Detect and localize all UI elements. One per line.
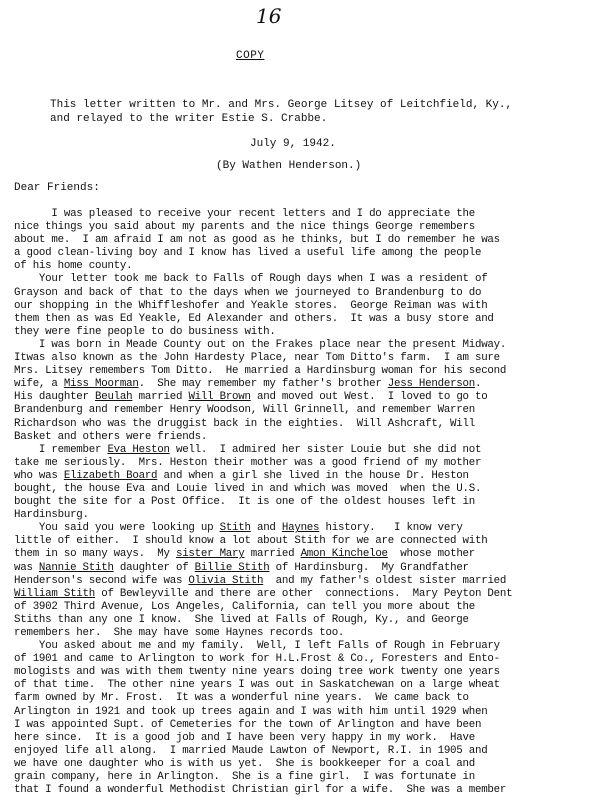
body-line: I was born in Meade County out on the Frakes place near the present Midway. <box>14 338 507 351</box>
body-line: bought the site for a Post Office. It is one of the oldest houses left in <box>14 496 475 509</box>
text-run: who was <box>14 469 64 482</box>
body-line: I was pleased to receive your recent letters and I do appreciate the <box>14 208 475 220</box>
text-run: and my father's oldest sister married <box>263 574 507 587</box>
underlined-name: Stith <box>219 522 251 535</box>
body-line <box>14 378 610 391</box>
body-line: farm owned by Mr. Frost. It was a wonderful nine years. We came back to <box>14 692 469 705</box>
body-line <box>14 575 610 588</box>
text-run: them in so many ways. My <box>14 548 176 561</box>
body-line: mologists and was with them twenty nine years doing tree work twenty one years <box>14 666 500 679</box>
letter-date: July 9, 1942. <box>250 138 336 150</box>
text-run: was <box>14 561 39 574</box>
text-run: of Bewleyville and there are other connections. Mary Peyton Dent <box>94 587 513 600</box>
text-run: . <box>475 378 482 391</box>
salutation: Dear Friends: <box>14 182 100 194</box>
body-line: nice things you said about my parents and the nice things George remembers <box>14 221 475 234</box>
underlined-name: Elizabeth Board <box>63 469 158 482</box>
body-line: that I found a wonderful Methodist Christian girl for a wife. She was a member <box>14 784 507 797</box>
body-line: about me. I am afraid I am not as good as he thinks, but I do remember he was <box>14 234 500 247</box>
body-line: here since. It is a good job and I have been very happy in my work. Have <box>14 731 475 744</box>
body-line: they were fine people to do business with. <box>14 325 276 338</box>
underlined-name: Nannie Stith <box>38 561 114 574</box>
body-line: we have one daughter who is with us yet. She is bookkeeper for a coal and <box>14 757 475 770</box>
body-line: Mrs. Litsey remembers Tom Ditto. He married a Hardinsburg woman for his second <box>14 365 507 378</box>
underlined-name: Beulah <box>94 391 133 404</box>
copy-label: COPY <box>236 50 265 62</box>
body-line: them then as was Ed Yeakle, Ed Alexander and others. It was a busy store and <box>14 312 494 325</box>
underlined-name: Haynes <box>281 522 320 535</box>
body-line <box>14 522 610 535</box>
body-line: grain company, here in Arlington. She is a fine girl. I was fortunate in <box>14 771 475 784</box>
text-run: and <box>250 522 282 535</box>
body-line: Basket and others were friends. <box>14 430 208 443</box>
body-line: enjoyed life all along. I married Maude Lawton of Newport, R.I. in 1905 and <box>14 744 488 757</box>
body-line: of his home county. <box>14 260 133 273</box>
underlined-name: Olivia Stith <box>188 574 264 587</box>
body-line: I was appointed Supt. of Cemeteries for the town of Arlington and have been <box>14 718 482 731</box>
body-line: Brandenburg and remember Henry Woodson, Will Grinnell, and remember Warren <box>14 404 475 417</box>
intro-line: This letter written to Mr. and Mrs. George Litsey of Leitchfield, Ky., <box>50 99 513 111</box>
text-run: whose mother <box>387 548 476 561</box>
underlined-name: sister Mary <box>175 548 245 561</box>
body-line: Richardson who was the druggist back in the eighties. Will Ashcraft, Will <box>14 417 475 430</box>
body-line: of that time. The other nine years I was out in Saskatchewan on a large wheat <box>14 679 500 692</box>
body-line: bought, the house Eva and Louie lived in and which was moved when the U.S. <box>14 482 482 495</box>
text-run: daughter of <box>113 561 195 574</box>
body-line: Stiths than any one I know. She lived at Falls of Rough, Ky., and George <box>14 613 469 626</box>
body-line <box>14 391 610 404</box>
body-line: Hardinsburg. <box>14 509 89 522</box>
underlined-name: Eva Heston <box>107 443 170 456</box>
letter-body <box>14 208 610 797</box>
text-run: Henderson's second wife was <box>14 574 189 587</box>
body-line: Itwas also known as the John Hardesty Place, near Tom Ditto's farm. I am sure <box>14 352 500 365</box>
underlined-name: Billie Stith <box>194 561 270 574</box>
body-line: take me seriously. Mrs. Heston their mother was a good friend of my mother <box>14 456 482 469</box>
text-run: and moved out West. I loved to go to <box>250 391 488 404</box>
body-line: Arlington in 1921 and took up trees again and I was with him until 1929 when <box>14 705 488 718</box>
underlined-name: Jess Henderson <box>387 378 475 391</box>
text-run: I remember <box>14 443 108 456</box>
text-run: wife, a <box>14 378 64 391</box>
byline: (By Wathen Henderson.) <box>216 160 362 172</box>
intro-line: and relayed to the writer Estie S. Crabbe. <box>50 113 328 125</box>
text-run: of Hardinsburg. My Grandfather <box>269 561 469 574</box>
text-run: married <box>244 548 301 561</box>
text-run: His daughter <box>14 391 95 404</box>
body-line: Your letter took me back to Falls of Rough days when I was a resident of <box>14 273 488 286</box>
body-line: our shopping in the Whiffleshofer and Yeakle stores. George Reiman was with <box>14 299 488 312</box>
page-number: 16 <box>256 4 282 28</box>
body-line: of 3902 Third Avenue, Los Angeles, California, can tell you more about the <box>14 600 475 613</box>
text-run: well. I admired her sister Louie but she did not <box>169 443 482 456</box>
body-line <box>14 548 610 561</box>
body-line: Grayson and back of that to the days when we journeyed to Brandenburg to do <box>14 286 482 299</box>
text-run: You said you were looking up <box>14 522 220 535</box>
underlined-name: Amon Kincheloe <box>300 548 388 561</box>
underlined-name: Will Brown <box>188 391 251 404</box>
body-line <box>14 470 610 483</box>
text-run: . She may remember my father's brother <box>138 378 388 391</box>
underlined-name: William Stith <box>14 587 95 600</box>
text-run: married <box>132 391 189 404</box>
body-line: of 1901 and came to Arlington to work for H.L.Frost & Co., Foresters and Ento- <box>14 653 500 666</box>
text-run: history. I know very <box>319 522 463 535</box>
body-line <box>14 444 610 457</box>
body-line: a good clean-living boy and I know has lived a useful life among the people <box>14 247 482 260</box>
text-run: and when a girl she lived in the house Dr. Heston <box>157 469 469 482</box>
body-line: remembers her. She may have some Haynes records too. <box>14 627 345 639</box>
underlined-name: Miss Moorman <box>63 378 139 391</box>
body-line: little of either. I should know a lot about Stith for we are connected with <box>14 535 488 548</box>
body-line: You asked about me and my family. Well, I left Falls of Rough in February <box>14 640 500 653</box>
body-line <box>14 562 610 575</box>
intro-note <box>50 98 512 126</box>
body-line <box>14 588 610 601</box>
